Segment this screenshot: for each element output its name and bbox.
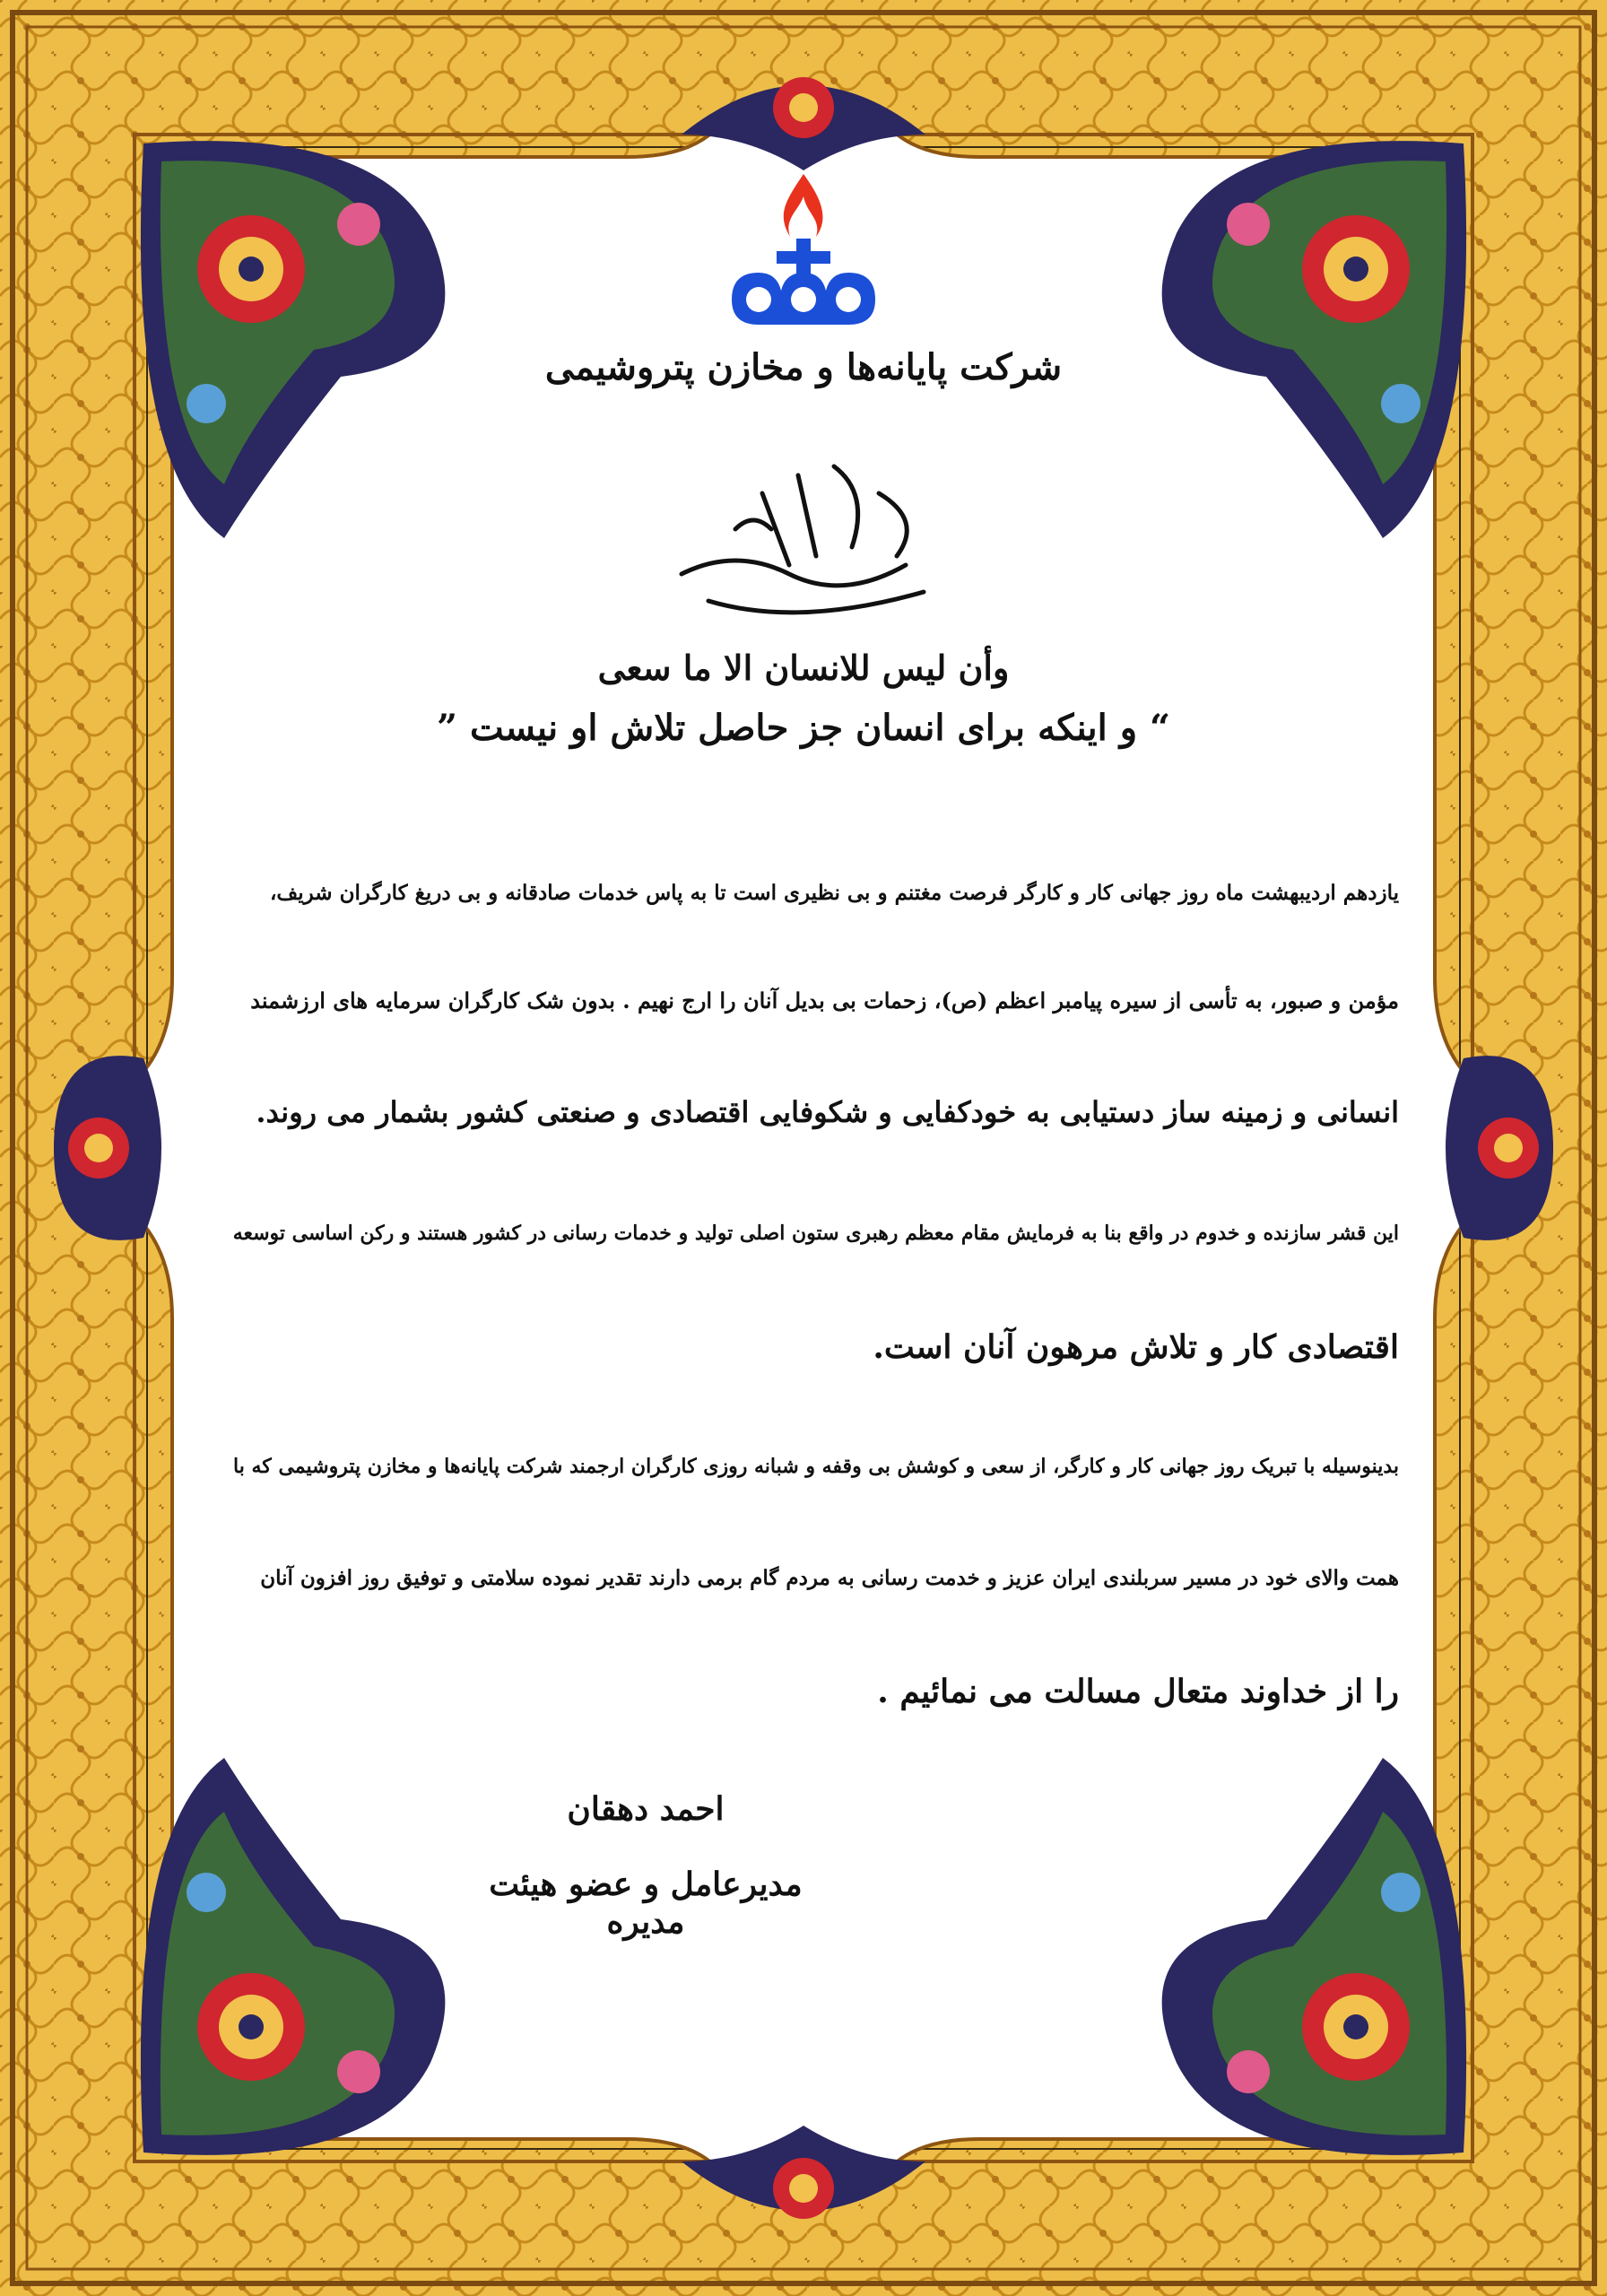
body-line: یازدهم اردیبهشت ماه روز جهانی کار و کارگر فرصت مغتنم و بی نظیری است تا به پاس خدمات صادقانه و بی دریغ کارگران شریف، [269,881,1399,905]
body-line: بدینوسیله با تبریک روز جهانی کار و کارگر، از سعی و کوشش بی وقفه و شبانه روزی کارگران ارجمند شرکت پایانه‌ها و مخازن پتروشیمی که با [233,1455,1399,1478]
company-name: شرکت پایانه‌ها و مخازن پتروشیمی [544,346,1063,388]
body-line: این قشر سازنده و خدوم در واقع بنا به فرمایش مقام معظم رهبری ستون اصلی تولید و خدمات رسانی در کشور هستند و رکن اساسی توسعه [232,1222,1399,1245]
verse-arabic: وأن لیس للانسان الا ما سعی [597,648,1010,688]
signatory-title: مدیرعامل و عضو هیئت مدیره [489,1866,803,1941]
signatory-name: احمد دهقان [567,1790,725,1828]
body-line: انسانی و زمینه ساز دستیابی به خودکفایی و شکوفایی اقتصادی و صنعتی کشور بشمار می روند. [256,1095,1399,1129]
nioc-flame-logo-icon [714,165,893,344]
body-line: را از خداوند متعال مسالت می نمائیم . [877,1673,1399,1710]
body-line: اقتصادی کار و تلاش مرهون آنان است. [873,1328,1399,1366]
verse-persian: “ و اینکه برای انسان جز حاصل تلاش او نیست ” [437,707,1170,749]
bismillah-calligraphy [655,439,960,637]
body-line: همت والای خود در مسیر سربلندی ایران عزیز و خدمت رسانی به مردم گام برمی دارند تقدیر نموده سلامتی و توفیق روز افزون آنان [260,1566,1399,1590]
body-line: مؤمن و صبور، به تأسی از سیره پیامبر اعظم (ص)، زحمات بی بدیل آنان را ارج نهیم . بدون شک کارگران سرمایه های ارزشمند [250,987,1399,1013]
